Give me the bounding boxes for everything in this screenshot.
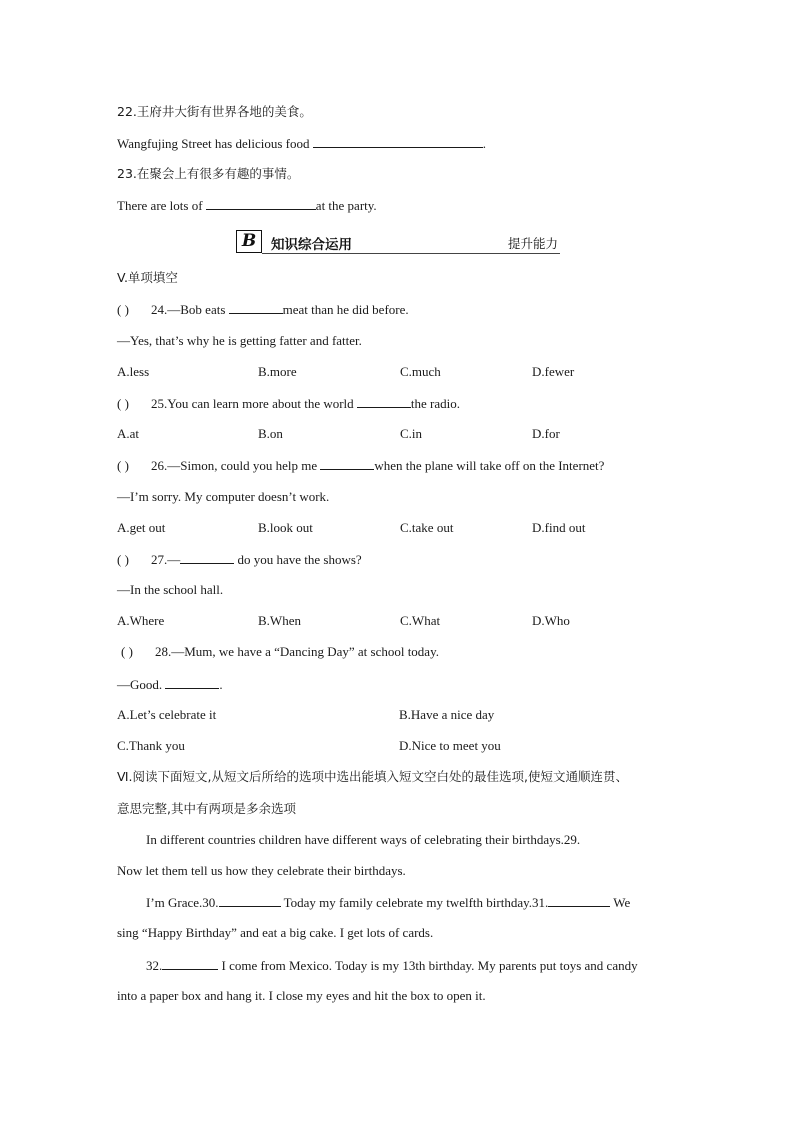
q26-blank (320, 457, 374, 470)
q23-english (117, 197, 377, 214)
q28-answer-paren[interactable]: ( ) (121, 644, 133, 659)
q25-blank (357, 395, 411, 408)
q24-answer-paren[interactable]: ( ) (117, 302, 129, 317)
banner-title: 知识综合运用 (271, 237, 352, 253)
passage-p2-b: Today my family celebrate my twelfth birthday.31. (283, 895, 549, 910)
q26-stem (117, 457, 604, 474)
passage-p3-line2: into a paper box and hang it. I close my eyes and hit the box to open it. (117, 988, 486, 1003)
q28-reply-post: . (219, 677, 223, 692)
q27-option-a[interactable]: A.Where (117, 613, 165, 628)
passage-p1-line2: Now let them tell us how they celebrate their birthdays. (117, 863, 406, 878)
q26-stem-post: when the plane will take off on the Internet? (374, 458, 605, 473)
passage-p3-a: 32. (146, 958, 163, 973)
q25-option-d[interactable]: D.for (532, 426, 560, 441)
q25-option-c[interactable]: C.in (400, 426, 423, 441)
section5-title: V.单项填空 (117, 270, 178, 285)
passage-p2-a: I’m Grace.30. (146, 895, 219, 910)
q25-option-a[interactable]: A.at (117, 426, 140, 441)
q24-blank (229, 301, 283, 314)
q28-reply-pre: —Good. (117, 677, 163, 692)
q28-option-c[interactable]: C.Thank you (117, 738, 185, 753)
q26-option-d[interactable]: D.find out (532, 520, 586, 535)
q22-answer-blank[interactable] (313, 135, 483, 148)
blank-32[interactable] (162, 957, 218, 970)
banner-subtitle: 提升能力 (507, 236, 558, 251)
q24-option-a[interactable]: A.less (117, 364, 150, 379)
q24-stem-post: meat than he did before. (282, 302, 409, 317)
section-banner (236, 229, 560, 255)
q26-option-a[interactable]: A.get out (117, 520, 166, 535)
q24-stem-pre: 24.—Bob eats (151, 302, 226, 317)
q27-stem-pre: 27.— (151, 552, 181, 567)
q23-chinese: 23.在聚会上有很多有趣的事情。 (117, 166, 300, 181)
passage-p1-line1: In different countries children have different ways of celebrating their birthdays.29. (146, 832, 581, 847)
q27-reply: —In the school hall. (117, 582, 224, 597)
q22-english (117, 135, 486, 152)
q24-option-c[interactable]: C.much (400, 364, 441, 379)
q27-stem (117, 551, 362, 568)
q24-option-b[interactable]: B.more (258, 364, 297, 379)
q26-option-b[interactable]: B.look out (258, 520, 313, 535)
q25-answer-paren[interactable]: ( ) (117, 396, 129, 411)
q28-reply (117, 676, 223, 693)
q22-period: . (482, 136, 486, 151)
q27-option-c[interactable]: C.What (400, 613, 441, 628)
q24-option-d[interactable]: D.fewer (532, 364, 575, 379)
q23-english-post: at the party. (315, 198, 377, 213)
q28-option-a[interactable]: A.Let’s celebrate it (117, 707, 217, 722)
q28-option-d[interactable]: D.Nice to meet you (399, 738, 501, 753)
blank-30[interactable] (219, 894, 281, 907)
q23-english-pre: There are lots of (117, 198, 203, 213)
q28-blank (165, 676, 219, 689)
section6-title-line1: Ⅵ.阅读下面短文,从短文后所给的选项中选出能填入短文空白处的最佳选项,使短文通顺连贯、 (117, 769, 628, 784)
q27-stem-post: do you have the shows? (237, 552, 362, 567)
passage-p2-c: We (613, 895, 631, 910)
banner-badge: B (236, 230, 262, 253)
q26-stem-pre: 26.—Simon, could you help me (151, 458, 318, 473)
q28-stem-text: 28.—Mum, we have a “Dancing Day” at school today. (155, 644, 439, 659)
q24-stem (117, 301, 409, 318)
passage-p3-b: I come from Mexico. Today is my 13th birthday. My parents put toys and candy (221, 958, 638, 973)
q27-option-d[interactable]: D.Who (532, 613, 570, 628)
q23-answer-blank[interactable] (206, 197, 316, 210)
passage-p2-line1 (146, 894, 630, 911)
q28-stem (121, 644, 439, 660)
blank-31[interactable] (548, 894, 610, 907)
q24-reply: —Yes, that’s why he is getting fatter and fatter. (117, 333, 362, 348)
section6-title-line2: 意思完整,其中有两项是多余选项 (117, 801, 296, 816)
q27-blank (180, 551, 234, 564)
passage-p3-line1 (146, 957, 638, 974)
q28-option-b[interactable]: B.Have a nice day (399, 707, 495, 722)
q26-reply: —I’m sorry. My computer doesn’t work. (117, 489, 330, 504)
q26-answer-paren[interactable]: ( ) (117, 458, 129, 473)
q22-english-text: Wangfujing Street has delicious food (117, 136, 310, 151)
passage-p2-line2: sing “Happy Birthday” and eat a big cake. I get lots of cards. (117, 925, 434, 940)
q22-chinese: 22.王府井大街有世界各地的美食。 (117, 104, 312, 119)
q25-stem (117, 395, 460, 412)
q25-option-b[interactable]: B.on (258, 426, 283, 441)
q25-stem-post: the radio. (410, 396, 461, 411)
banner-rule (262, 253, 560, 254)
q26-option-c[interactable]: C.take out (400, 520, 454, 535)
q27-option-b[interactable]: B.When (258, 613, 301, 628)
q27-answer-paren[interactable]: ( ) (117, 552, 129, 567)
q25-stem-pre: 25.You can learn more about the world (151, 396, 354, 411)
